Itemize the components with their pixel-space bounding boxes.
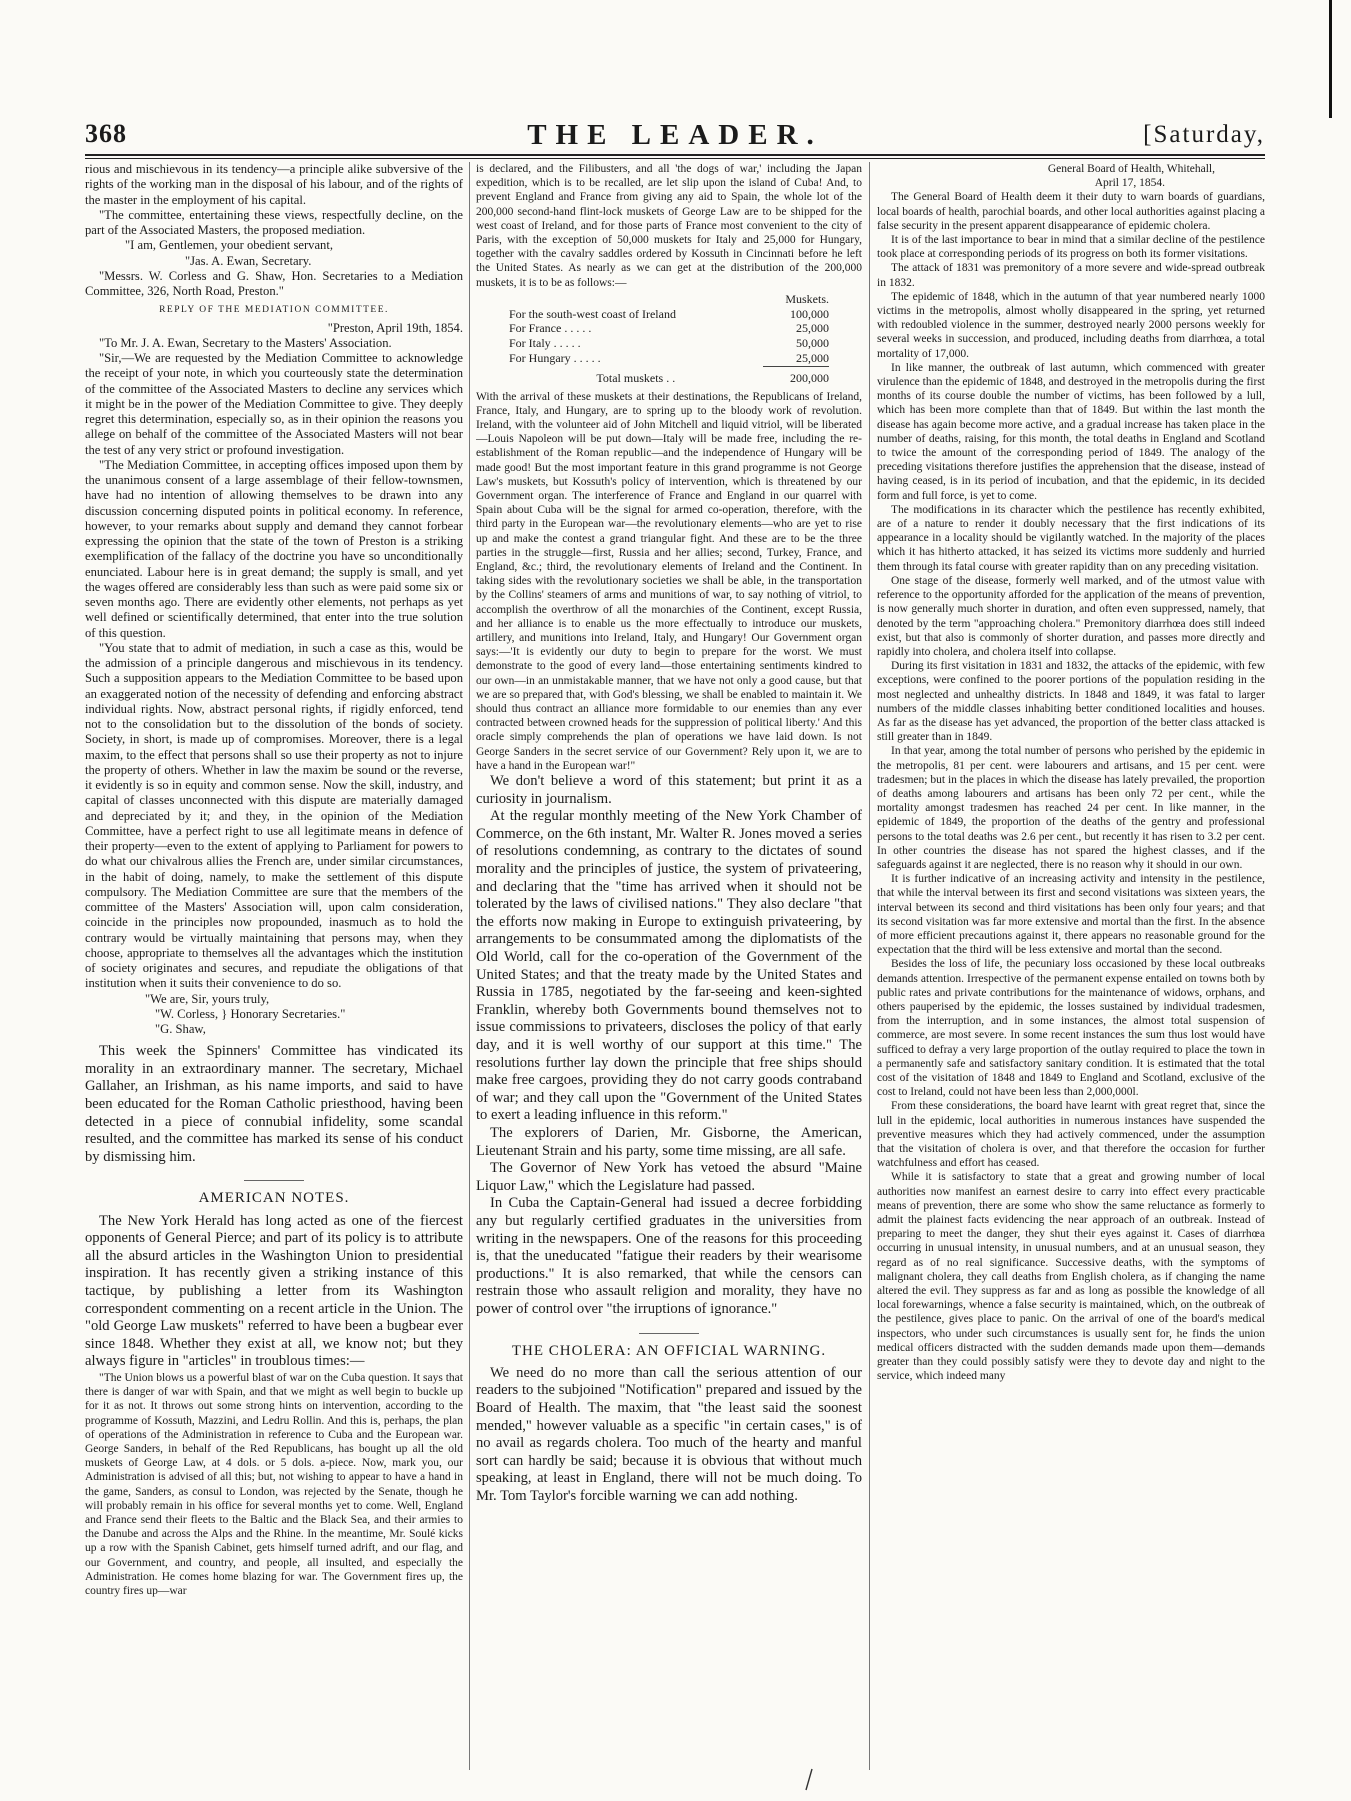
table-row	[509, 336, 829, 351]
paragraph: It is of the last importance to bear in mind that a similar decline of the pestilence took place at corresponding periods of its progress on both its former visitations.	[877, 234, 1265, 261]
paragraph: "The Mediation Committee, in accepting offices imposed upon them by the unanimous consent of a large assemblage of their fellow-townsmen, have had no intention of allowing themselves to be drawn into any discussion concerning disputed points in political economy. In reference, however, to your remarks about supply and demand they cannot forbear expressing the opinion that the state of the town of Preston is a striking exemplification of the fallacy of the doctrine you have so unconditionally enunciated. Labour here is in great demand; the supply is small, and yet the wages offered are considerably less than such as were paid some six or seven months ago. There are evidently other elements, not perhaps as yet well defined or scientifically determined, that enter into the true solution of this question.	[85, 457, 463, 640]
paragraph: "The committee, entertaining these views, respectfully decline, on the part of the Associated Masters, the proposed mediation.	[85, 207, 463, 237]
paragraph: The attack of 1831 was premonitory of a more severe and wide-spread outbreak in 1832.	[877, 262, 1265, 289]
row-label: For the south-west coast of Ireland	[509, 306, 676, 321]
paragraph: This week the Spinners' Committee has vindicated its morality in an extraordinary manner. The secretary, Michael Gallaher, an Irishman, as his name imports, and said to have been educated for the Roman Catholic priesthood, having been detected in a piece of connubial infidelity, some scandal resulted, and the committee has marked its sense of his conduct by dismissing him.	[85, 1043, 463, 1165]
header-rule-thin	[85, 158, 1265, 159]
column-divider	[469, 162, 470, 1770]
table-row	[509, 351, 829, 366]
dateline: General Board of Health, Whitehall,	[1047, 163, 1215, 175]
address-line: "Messrs. W. Corless and G. Shaw, Hon. Secretaries to a Mediation Committee, 326, North Road, Preston."	[85, 268, 463, 298]
quoted-paragraph: is declared, and the Filibusters, and all 'the dogs of war,' including the Japan expedition, which is to be recalled, are let slip upon the island of Cuba! And, to prevent England and France from giving any aid to Spain, the whole lot of the 200,000 second-hand flint-lock muskets of George Law are to be shipped for the west coast of Ireland, and for those parts of France most convenient to the city of Paris, with the exception of 50,000 muskets for Italy and 25,000 for Hungary, together with the cavalry saddles ordered by Kossuth in Cincinnati before he left the United States. As nearly as we can get at the distribution of the 200,000 muskets, it is to be as follows:—	[476, 163, 862, 289]
dateline: April 17, 1854.	[1094, 177, 1165, 190]
salutation: "To Mr. J. A. Ewan, Secretary to the Masters' Association.	[99, 335, 392, 350]
row-value: 50,000	[796, 336, 829, 351]
separator	[639, 1333, 699, 1334]
row-label: For France . . . . .	[509, 321, 592, 336]
paragraph: "Sir,—We are requested by the Mediation Committee to acknowledge the receipt of your note, in which you courteously state the determination of the committee of the Associated Masters to decline any services which it might be in the power of the Mediation Committee to give. They deeply regret this determination, especially so, as in their opinion the reasons you allege on behalf of the committee of the Associated Masters will not bear the test of any very strict or profound investigation.	[85, 351, 463, 457]
paragraph: "You state that to admit of mediation, in such a case as this, would be the admission of a principle dangerous and mischievous in its tendency. Such a supposition appears to the Mediation Committee to be based upon an exaggerated notion of the necessity of defending and enforcing abstract individual rights. Now, abstract personal rights, if rigidly enforced, tend not to the consolidation but to the dissolution of the bonds of society. Society, in short, is made up of compromises. Moreover, there is a legal maxim, to the effect that persons shall so use their property as not to injure the property of others. Whether in law the maxim be sound or the reverse, it evidently is so in equity and common sense. Now the skill, industry, and capital of classes unconnected with this dispute are materially damaged and depreciated by it; and they, in the opinion of the Mediation Committee, have a perfect right to use all legitimate means in defence of their property—even to the extent of applying to Parliament for powers to do what our chivalrous allies the French are, under similar circumstances, in the habit of doing, namely, to make the settlement of this dispute compulsory. The Mediation Committee are sure that the members of the committee of the Masters' Association will, upon calm consideration, coincide in the principles now propounded, inasmuch as to hold the contrary would be virtually maintaining that persons may, when they choose, appropriate to themselves all the advantages which the institution of society originates and secures, and repudiate the obligations of that institution when it suits their convenience to do so.	[85, 640, 463, 991]
signature-line: "We are, Sir, yours truly,	[145, 991, 270, 1006]
row-value: 100,000	[790, 306, 829, 321]
paragraph: The epidemic of 1848, which in the autumn of that year numbered nearly 1000 victims in the metropolis, almost wholly disappeared in the spring, yet returned with redoubled violence in the summer, destroyed nearly 2000 persons weekly for several weeks in succession, and produced, including deaths from diarrhœa, a total mortality of 17,000.	[877, 290, 1265, 360]
paragraph: The explorers of Darien, Mr. Gisborne, the American, Lieutenant Strain and his party, some time missing, are all safe.	[476, 1124, 862, 1159]
masthead-title: THE LEADER.	[527, 119, 823, 151]
table-header: Muskets.	[785, 291, 829, 306]
muskets-table	[509, 292, 829, 386]
paragraph: Besides the loss of life, the pecuniary loss occasioned by these local outbreaks demands attention. Irrespective of the permanent expense entailed on towns both by public rates and private contributions for the maintenance of widows, orphans, and others pauperised by the epidemic, the losses sustained by individual tradesmen, from the interruption, and in some instances, the almost total suspension of commerce, are most severe. In some recent instances the sum thus lost would have sufficed to defray a very large proportion of the outlay required to place the town in a permanently safe and satisfactory sanitary condition. It is estimated that the total cost of the visitation of 1848 and 1849 to England and Scotland, exclusive of the cost to Ireland, could not have been less than 2,000,000l.	[877, 958, 1265, 1099]
table-row	[509, 321, 829, 336]
header-rule	[85, 154, 1265, 156]
paragraph: The General Board of Health deem it their duty to warn boards of guardians, local boards of health, parochial boards, and other local authorities against placing a false security in the present apparent disappearance of epidemic cholera.	[877, 191, 1265, 232]
row-label: For Hungary . . . . .	[509, 351, 601, 366]
paragraph: The Governor of New York has vetoed the absurd "Maine Liquor Law," which the Legislature had passed.	[476, 1160, 862, 1194]
paragraph: While it is satisfactory to state that a great and growing number of local authorities now manifest an earnest desire to carry into effect every practicable means of prevention, there are some who show the same reluctance as formerly to admit the plainest facts evidencing the near approach of an outbreak. Instead of preparing to meet the danger, they shut their eyes against it. Cases of diarrhœa occurring in unusual intensity, in unusual numbers, and at an unusual season, they regard as of no real significance. Successive deaths, with the symptoms of malignant cholera, they call deaths from English cholera, as if changing the name altered the evil. They suppress as far and as long as possible the knowledge of all local forewarnings, whence a false security is maintained, which, on the outbreak of the pestilence, gives place to panic. On the arrival of one of the board's medical inspectors, who under such circumstances is usually sent for, he finds the union medical officers distracted with the sudden demands made upon them—demands greater than they could possibly satisfy were they to devote day and night to the service, which indeed many	[877, 1171, 1265, 1383]
paragraph: The New York Herald has long acted as one of the fiercest opponents of General Pierce; and part of its policy is to attribute all the absurd articles in the Washington Union to presidential inspiration. It has recently given a striking instance of this tactique, by publishing a letter from its Washington correspondent commenting on a recent article in the Union. The "old George Law muskets" referred to have been a bugbear ever since 1848. Whether they exist at all, we know not; but they always figure in "articles" in troublous times:—	[85, 1212, 463, 1370]
ink-mark	[802, 1768, 816, 1792]
column-1	[85, 162, 463, 1770]
signature-name: "W. Corless, } Honorary Secretaries."	[155, 1006, 346, 1021]
header-day: [Saturday,	[1143, 121, 1265, 148]
paragraph: We need do no more than call the serious attention of our readers to the subjoined "Notification" prepared and issued by the Board of Health. The maxim, that "the least said the soonest mended," however valuable as a specific "in certain cases," is of no avail as regards cholera. Too much of the hearty and manful sort can hardly be said; because it is obvious that without much speaking, at least in England, there will not be much doing. To Mr. Tom Taylor's forcible warning we can add nothing.	[476, 1364, 862, 1504]
paragraph: One stage of the disease, formerly well marked, and of the utmost value with reference to the opportunity afforded for the application of the means of prevention, is now generally much shorter in duration, and often even suppressed, namely, that denoted by the term "approaching cholera." Premonitory diarrhœa does still indeed exist, but that also is commonly of shorter duration, and passes more directly and rapidly into cholera, and cholera itself into collapse.	[877, 574, 1265, 658]
table-total-row	[509, 366, 829, 385]
column-divider	[869, 162, 870, 1770]
paragraph: In Cuba the Captain-General had issued a decree forbidding any but regularly certified graduates in the universities from writing in the newspapers. One of the reasons for this proceeding is, that the uneducated "fatigue their readers by their wearisome productions." It is also remarked, that while the censors can restrain those who assault religion and morality, they have no power of control over "the irruptions of ignorance."	[476, 1195, 862, 1317]
row-label: For Italy . . . . .	[509, 336, 581, 351]
paragraph: At the regular monthly meeting of the New York Chamber of Commerce, on the 6th instant, Mr. Walter R. Jones moved a series of resolutions condemning, as contrary to the dictates of sound morality and the principles of justice, the system of privateering, and declaring that the "time has arrived when it should not be tolerated by the laws of civilised nations." They also declare "that the efforts now making in Europe to extinguish privateering, by arrangements to be consummated among the diplomatists of the Old World, call for the co-operation of the Government of the United States; and that the treaty made by the United States and Russia in 1785, negotiated by the far-seeing and keen-sighted Franklin, whereby both Governments bound themselves not to issue commissions to privateers, discloses the policy of that early day, and it is well worthy of our support at this time." The resolutions further lay down the principle that free ships should make free cargoes, providing they do not carry goods contraband of war; and they call upon the "Government of the United States to exert a leading influence in this reform."	[476, 808, 862, 1124]
total-label: Total muskets . .	[596, 370, 676, 385]
row-value: 25,000	[796, 351, 829, 366]
section-heading: THE CHOLERA: AN OFFICIAL WARNING.	[511, 1342, 827, 1359]
signature-line: "I am, Gentlemen, your obedient servant,	[125, 238, 333, 253]
row-value: 25,000	[796, 321, 829, 336]
page-header	[85, 119, 1265, 153]
paragraph: The modifications in its character which the pestilence has recently exhibited, are of a nature to render it doubly necessary that the first indications of its appearance in a locality should be vigilantly watched. In the majority of the places which it has hitherto attacked, it has seized its victims more suddenly and hurried them through its fatal course with greater rapidity than on any preceding visitation.	[877, 503, 1265, 573]
paragraph: We don't believe a word of this statement; but print it as a curiosity in journalism.	[476, 773, 862, 807]
paragraph: In like manner, the outbreak of last autumn, which commenced with greater virulence than the epidemic of 1848, and destroyed in the metropolis during the first months of its course double the number of victims, has been followed by a lull, which has been more complete than that of 1849. But within the last month the disease has again become more active, and a gradual increase has taken place in the number of deaths, raising, for this month, the total deaths in England and Scotland to twice the amount of the corresponding period of 1849. The analogy of the preceding visitations therefore justifies the apprehension that the disease, instead of having ceased, is in its period of incubation, and that the epidemic, in its decided form and full force, is yet to come.	[877, 361, 1265, 502]
dateline: "Preston, April 19th, 1854.	[327, 320, 463, 335]
column-2	[476, 162, 862, 1770]
table-row	[509, 307, 829, 322]
section-heading: AMERICAN NOTES.	[198, 1190, 350, 1207]
paragraph: In that year, among the total number of persons who perished by the epidemic in the metropolis, 81 per cent. were labourers and artisans, and 15 per cent. were tradesmen; but in the places in which the disease has lately prevailed, the proportion of deaths among labourers and artisans has been only 72 per cent., while the mortality amongst tradesmen has reached 24 per cent. In like manner, in the epidemic of 1849, the proportion of the deaths of the gentry and professional persons to the total deaths was 2.6 per cent., but recently it has risen to 3.2 per cent. In other countries the disease has not spared the highest classes, and if the safeguards against it are neglected, there is no reason why it should in our own.	[877, 745, 1265, 871]
total-value: 200,000	[763, 366, 829, 385]
margin-rule	[1329, 0, 1332, 118]
page-number: 368	[85, 119, 127, 148]
quoted-paragraph: "The Union blows us a powerful blast of war on the Cuba question. It says that there is danger of war with Spain, and that we might as well begin to buckle up for it as not. It throws out some strong hints on intervention, according to the programme of Kossuth, Mazzini, and Ledru Rollin. And this is, perhaps, the plan of operations of the Administration in reference to Cuba and the European war. George Sanders, in behalf of the Red Republicans, has bought up all the old muskets of George Law, at 4 dols. or 5 dols. a-piece. Now, mark you, our Administration is advised of all this; but, not wishing to appear to have a hand in the game, Sanders, as consul to London, was rejected by the Senate, though he will probably remain in his office for several months yet to come. Well, England and France send their fleets to the Baltic and the Black Sea, and their armies to the Danube and across the Alps and the Rhine. In the meantime, Mr. Soulé kicks up a row with the Spanish Cabinet, gets himself turned adrift, and our flag, and our Government, and country, and people, all insulted, and especially the Administration. He comes home blazing for war. The Government fires up, the country fires up—war	[85, 1372, 463, 1598]
paragraph: During its first visitation in 1831 and 1832, the attacks of the epidemic, with few exceptions, were confined to the poorer portions of the population residing in the most neglected and unhealthy districts. In 1848 and 1849, it was fatal to larger numbers of the middle classes inhabiting better conditioned localities and houses. As far as the disease has yet advanced, the proportion of the better class attacked is still greater than in 1849.	[877, 660, 1265, 744]
separator	[244, 1180, 304, 1181]
signature-name: "G. Shaw,	[155, 1022, 206, 1036]
signature-name: "Jas. A. Ewan, Secretary.	[185, 253, 312, 268]
paragraph: It is further indicative of an increasing activity and intensity in the pestilence, that while the interval between its first and second visitations was sixteen years, the interval between its second and third visitations has been only four years; and that its second visitation was far more extensive and mortal than the first. In the absence of more efficient precautions against it, there appears no reasonable ground for the expectation that the third will be less extensive and mortal than the second.	[877, 873, 1265, 957]
section-subhead: REPLY OF THE MEDIATION COMMITTEE.	[159, 305, 389, 316]
column-3	[877, 162, 1265, 1770]
quoted-paragraph: With the arrival of these muskets at their destinations, the Republicans of Ireland, France, Italy, and Hungary, are to spring up to the bloody work of revolution. Ireland, with the volunteer aid of John Mitchell and liquid vitriol, will be liberated—Louis Napoleon will be put down—Italy will be made free, including the re-establishment of the Roman republic—and the independence of Hungary will be made good! But the most important feature in this grand programme is not George Law's muskets, but Kossuth's policy of intervention, which is threatened by our Government organ. The interference of France and England in our quarrel with Spain about Cuba will be the signal for armed co-operation, therefore, with the third party in the European war—the revolutionary elements—who are yet to rise up and make the contest a grand triangular fight. And these are to be the three parties in the struggle—first, Russia and her allies; second, Turkey, France, and England, &c.; third, the revolutionary elements of Ireland and the Continent. In taking sides with the revolutionary societies we shall be able, in the transportation by the Collins' steamers of arms and munitions of war, to say nothing of vitriol, to accomplish the overthrow of all the monarchies of the Continent, except Russia, and her alliance is to enable us the more effectually to introduce our muskets, artillery, and munitions into Ireland, Italy, and Hungary! Our Government organ says:—'It is evidently our duty to begin to prepare for the worst. We must demonstrate to the good of every land—those entertaining sentiments kindred to our own—in an unmistakable manner, that we have not only a good cause, but that we are so prepared that, with God's blessing, we shall be enabled to maintain it. We should thus contract an alliance more formidable to our enemies than any ever contracted between crowned heads for the suppression of political liberty.' And this oracle simply comprehends the plan of operations we have laid down. Is not George Sanders in the secret service of our Government? Rely upon it, we are to have a hand in the European war!"	[476, 390, 862, 772]
paragraph: rious and mischievous in its tendency—a principle alike subversive of the rights of the working man in the disposal of his labour, and of the rights of the master in the employment of his capital.	[85, 162, 463, 207]
paragraph: From these considerations, the board have learnt with great regret that, since the lull in the epidemic, local authorities in numerous instances have suspended the preventive measures which they had actively commenced, under the assumption that the visitation of cholera is over, and that therefore the occasion for further watchfulness and effort has ceased.	[877, 1100, 1265, 1170]
